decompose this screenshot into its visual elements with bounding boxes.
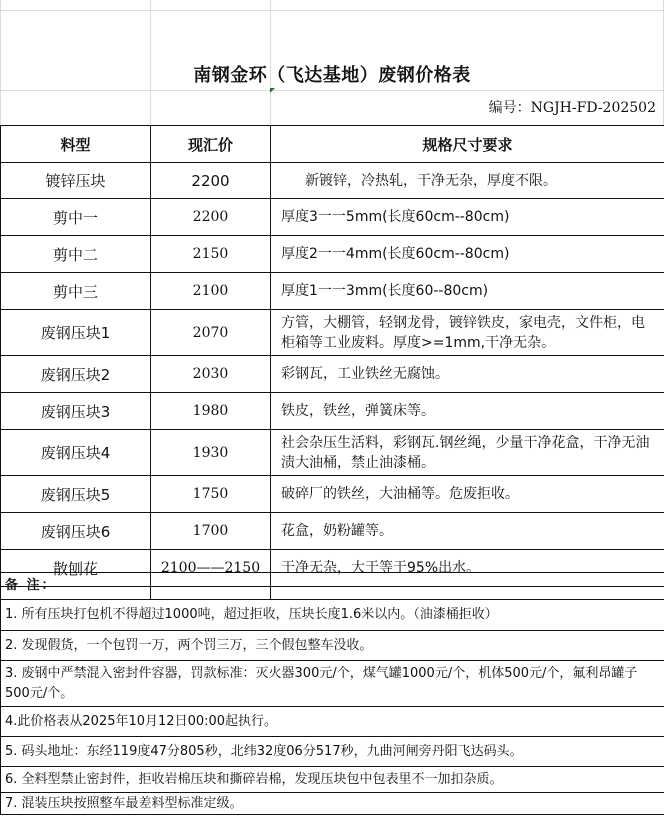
note-item bbox=[1, 767, 664, 793]
price-cell: 2200 bbox=[151, 163, 271, 199]
note-text: 6. 全料型禁止密封件，拒收岩棉压块和撕碎岩棉，发现压块包中包表里不一加扣杂质。 bbox=[1, 767, 664, 793]
note-text: 1. 所有压块打包机不得超过1000吨，超过拒收，压块长度1.6米以内。（油漆桶拒收） bbox=[1, 600, 664, 631]
price-cell: 2100——2150 bbox=[151, 550, 271, 587]
note-text: 4.此价格表从2025年10月12日00:00起执行。 bbox=[1, 707, 664, 737]
material-cell: 镀锌压块 bbox=[1, 163, 151, 199]
material-cell: 废钢压块6 bbox=[1, 513, 151, 550]
table-row bbox=[1, 199, 664, 236]
material-cell: 废钢压块4 bbox=[1, 430, 151, 476]
note-item bbox=[1, 631, 664, 661]
spec-cell: 铁皮，铁丝，弹簧床等。 bbox=[271, 393, 664, 430]
table-row bbox=[1, 393, 664, 430]
table-header-row bbox=[1, 126, 664, 163]
material-cell: 废钢压块2 bbox=[1, 356, 151, 393]
price-cell: 2100 bbox=[151, 273, 271, 310]
note-text: 7. 混装压块按照整车最差料型标准定级。 bbox=[1, 793, 664, 815]
grid-line bbox=[0, 10, 664, 11]
note-item bbox=[1, 793, 664, 815]
table-row bbox=[1, 430, 664, 476]
price-cell: 2030 bbox=[151, 356, 271, 393]
spec-cell: 厚度2一一4mm(长度60cm--80cm) bbox=[271, 236, 664, 273]
material-cell: 废钢压块1 bbox=[1, 310, 151, 356]
price-cell: 1930 bbox=[151, 430, 271, 476]
spec-cell: 彩钢瓦，工业铁丝无腐蚀。 bbox=[271, 356, 664, 393]
empty-cell bbox=[271, 573, 664, 600]
table-row bbox=[1, 310, 664, 356]
note-text: 2. 发现假货，一个包罚一万，两个罚三万，三个假包整车没收。 bbox=[1, 631, 664, 661]
price-cell: 1980 bbox=[151, 393, 271, 430]
material-cell: 剪中一 bbox=[1, 199, 151, 236]
spec-cell: 厚度1一一3mm(长度60--80cm) bbox=[271, 273, 664, 310]
note-text: 5. 码头地址：东经119度47分805秒，北纬32度06分517秒，九曲河闸旁丹阳飞达码头。 bbox=[1, 737, 664, 767]
spec-cell: 厚度3一一5mm(长度60cm--80cm) bbox=[271, 199, 664, 236]
table-row bbox=[1, 236, 664, 273]
table-row bbox=[1, 356, 664, 393]
spec-cell: 新镀锌，冷热轧，干净无杂，厚度不限。 bbox=[271, 163, 664, 199]
cell-comment-marker-icon bbox=[270, 88, 275, 93]
material-cell: 废钢压块5 bbox=[1, 476, 151, 513]
notes-label: 备 注： bbox=[1, 573, 151, 600]
price-cell: 2150 bbox=[151, 236, 271, 273]
note-item bbox=[1, 707, 664, 737]
document-number: 编号：NGJH-FD-202502 bbox=[488, 100, 656, 116]
material-cell: 废钢压块3 bbox=[1, 393, 151, 430]
table-row bbox=[1, 476, 664, 513]
spec-cell: 破碎厂的铁丝，大油桶等。危废拒收。 bbox=[271, 476, 664, 513]
column-header-price: 现汇价 bbox=[151, 126, 271, 163]
page-title: 南钢金环（飞达基地）废钢价格表 bbox=[193, 65, 471, 86]
price-cell: 2070 bbox=[151, 310, 271, 356]
note-item bbox=[1, 661, 664, 707]
empty-cell bbox=[151, 573, 271, 600]
note-text: 3. 废钢中严禁混入密封件容器，罚款标准：灭火器300元/个，煤气罐1000元/个，机体500元/个，氟利昂罐子500元/个。 bbox=[1, 661, 664, 707]
spec-cell: 花盒，奶粉罐等。 bbox=[271, 513, 664, 550]
table-row bbox=[1, 163, 664, 199]
table-row bbox=[1, 513, 664, 550]
note-item bbox=[1, 737, 664, 767]
material-cell: 剪中二 bbox=[1, 236, 151, 273]
table-row bbox=[1, 273, 664, 310]
spec-cell: 干净无杂，大于等于95%出水。 bbox=[271, 550, 664, 587]
price-table bbox=[0, 125, 664, 587]
price-cell: 2200 bbox=[151, 199, 271, 236]
column-header-material: 料型 bbox=[1, 126, 151, 163]
material-cell: 剪中三 bbox=[1, 273, 151, 310]
material-cell: 散刨花 bbox=[1, 550, 151, 587]
note-item bbox=[1, 600, 664, 631]
notes-header-row bbox=[1, 573, 664, 600]
spec-cell: 社会杂压生活料，彩钢瓦.钢丝绳，少量干净花盒，干净无油渍大油桶，禁止油漆桶。 bbox=[271, 430, 664, 476]
price-cell: 1750 bbox=[151, 476, 271, 513]
column-header-spec: 规格尺寸要求 bbox=[271, 126, 664, 163]
spec-cell: 方管，大棚管，轻钢龙骨，镀锌铁皮，家电壳，文件柜，电柜箱等工业废料。厚度>=1mm,干净无杂。 bbox=[271, 310, 664, 356]
price-cell: 1700 bbox=[151, 513, 271, 550]
notes-table bbox=[0, 572, 664, 815]
